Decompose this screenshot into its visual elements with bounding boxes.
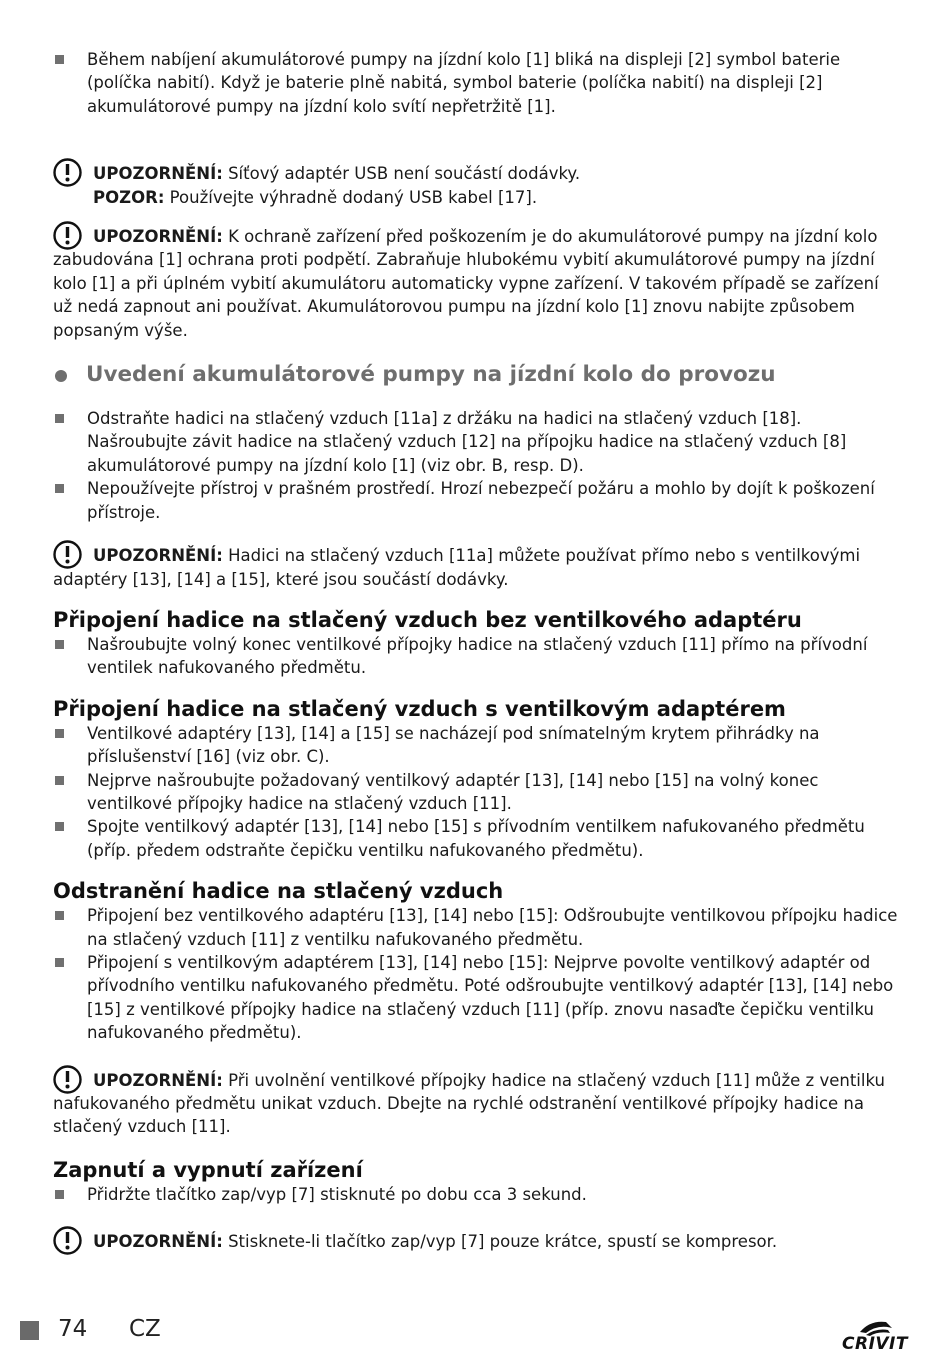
bullet-square xyxy=(55,414,64,423)
bullet-text: Během nabíjení akumulátorové pumpy na jízdní kolo [1] bliká na displeji [2] symbol baterie (políčka nabití). Když je baterie plně nabitá, symbol baterie (políčka nabití) na displeji [2] akumulátorové pumpy na jízdní kolo svítí nepřetržitě [1]. xyxy=(87,50,841,116)
list-item xyxy=(53,951,903,1045)
page-language: CZ xyxy=(129,1316,161,1342)
bullet-text: Spojte ventilkový adaptér [13], [14] nebo [15] s přívodním ventilkem nafukovaného předmětu (příp. předem odstraňte čepičku ventilku nafukovaného předmětu). xyxy=(87,817,865,860)
bullet-square xyxy=(55,1190,64,1199)
crivit-logo xyxy=(842,1318,916,1358)
notice-text: Hadici na stlačený vzduch [11a] můžete používat přímo nebo s ventilkovými adaptéry [13], [14] a [15], které jsou součástí dodávky. xyxy=(53,546,861,589)
bullet-text: Připojení s ventilkovým adaptérem [13], [14] nebo [15]: Nejprve povolte ventilkový adaptér od přívodního ventilku nafukovaného předmětu. Poté odšroubujte ventilkový adaptér [13], [14] nebo [15] z ventilkové přípojky hadice na stlačený vzduch [11] (příp. znovu nasaďte čepičku ventilku nafukovaného předmětu). xyxy=(87,952,894,1043)
manual-page xyxy=(53,48,903,1254)
notice-text: Při uvolnění ventilkové přípojky hadice na stlačený vzduch [11] může z ventilku nafukovaného předmětu unikat vzduch. Dbejte na rychlé odstranění ventilkové přípojky hadice na stlačený vzduch [11]. xyxy=(53,1070,885,1137)
notice-undervoltage xyxy=(53,225,903,342)
logo-text: CRIVIT xyxy=(842,1334,908,1354)
heading-without-adapter: Připojení hadice na stlačený vzduch bez ventilkového adaptéru xyxy=(53,607,802,632)
notice-text: K ochraně zařízení před poškozením je do akumulátorové pumpy na jízdní kolo zabudována [1] ochrana proti podpětí. Zabraňuje hlubokému vybití akumulátorové pumpy na jízdní kolo [1] a při úplném vybití akumulátoru automaticky vypne zařízení. V takovém případě se zařízení už nedá zapnout ani používat. Akumulátorovou pumpu na jízdní kolo [1] znovu nabijte způsobem popsaným výše. xyxy=(53,227,879,340)
heading-with-adapter: Připojení hadice na stlačený vzduch s ventilkovým adaptérem xyxy=(53,696,786,721)
notice-label: UPOZORNĚNÍ: xyxy=(93,227,223,247)
bullet-text: Nejprve našroubujte požadovaný ventilkový adaptér [13], [14] nebo [15] na volný konec ventilkové přípojky hadice na stlačený vzduch [11]. xyxy=(87,770,819,813)
section-dot xyxy=(55,370,67,382)
caution-text: Používejte výhradně dodaný USB kabel [17]. xyxy=(164,187,538,207)
list-item xyxy=(53,904,903,951)
bullet-square xyxy=(55,958,64,967)
footer-square xyxy=(20,1321,39,1340)
notice-usb xyxy=(53,162,903,209)
list-item xyxy=(53,407,903,477)
bullet-text: Ventilkové adaptéry [13], [14] a [15] se nacházejí pod snímatelným krytem přihrádky na příslušenství [16] (viz obr. C). xyxy=(87,723,820,767)
bullet-square xyxy=(55,729,64,738)
notice-compressor xyxy=(53,1230,903,1253)
list-item xyxy=(53,722,903,769)
bullet-text: Přidržte tlačítko zap/vyp [7] stisknuté po dobu cca 3 sekund. xyxy=(87,1184,587,1204)
bullet-square xyxy=(55,822,64,831)
bullet-text: Našroubujte volný konec ventilkové přípojky hadice na stlačený vzduch [11] přímo na přívodní ventilek nafukovaného předmětu. xyxy=(87,634,868,678)
bullet-text: Odstraňte hadici na stlačený vzduch [11a] z držáku na hadici na stlačený vzduch [18]. Našroubujte závit hadice na stlačený vzduch [12] na přípojku hadice na stlačený vzduch [8] akumulátorové pumpy na jízdní kolo [1] (viz obr. B, resp. D). xyxy=(87,409,847,475)
exclamation-icon xyxy=(53,1226,82,1255)
bullet-square xyxy=(55,55,64,64)
notice-text: Síťový adaptér USB není součástí dodávky. xyxy=(222,164,581,184)
heading-power: Zapnutí a vypnutí zařízení xyxy=(53,1157,363,1182)
notice-label: UPOZORNĚNÍ: xyxy=(93,164,223,184)
list-item xyxy=(53,769,903,816)
bullet-text: Nepoužívejte přístroj v prašném prostředí. Hrozí nebezpečí požáru a mohlo by dojít k poškození přístroje. xyxy=(87,479,875,522)
notice-text: Stisknete-li tlačítko zap/vyp [7] pouze krátce, spustí se kompresor. xyxy=(222,1232,778,1252)
exclamation-icon xyxy=(53,540,82,569)
bullet-square xyxy=(55,911,64,920)
bullet-square xyxy=(55,484,64,493)
section-title: Uvedení akumulátorové pumpy na jízdní kolo do provozu xyxy=(86,362,776,388)
notice-air-escape xyxy=(53,1069,903,1139)
exclamation-icon xyxy=(53,158,82,187)
exclamation-icon xyxy=(53,1065,82,1094)
list-item xyxy=(53,633,903,680)
notice-label: UPOZORNĚNÍ: xyxy=(93,546,223,566)
notice-label: UPOZORNĚNÍ: xyxy=(93,1232,223,1252)
bullet-square xyxy=(55,776,64,785)
heading-remove-hose: Odstranění hadice na stlačený vzduch xyxy=(53,879,504,904)
exclamation-icon xyxy=(53,221,82,250)
page-number: 74 xyxy=(58,1316,88,1342)
list-item xyxy=(53,48,903,118)
notice-adapters xyxy=(53,544,903,591)
notice-label: UPOZORNĚNÍ: xyxy=(93,1070,223,1090)
section-heading xyxy=(53,362,903,387)
list-item xyxy=(53,815,903,862)
list-item xyxy=(53,1183,903,1206)
list-item xyxy=(53,477,903,524)
bullet-text: Připojení bez ventilkového adaptéru [13], [14] nebo [15]: Odšroubujte ventilkovou přípojku hadice na stlačený vzduch [11] z ventilku nafukovaného předmětu. xyxy=(87,906,898,949)
bullet-square xyxy=(55,640,64,649)
caution-label: POZOR: xyxy=(93,187,165,207)
